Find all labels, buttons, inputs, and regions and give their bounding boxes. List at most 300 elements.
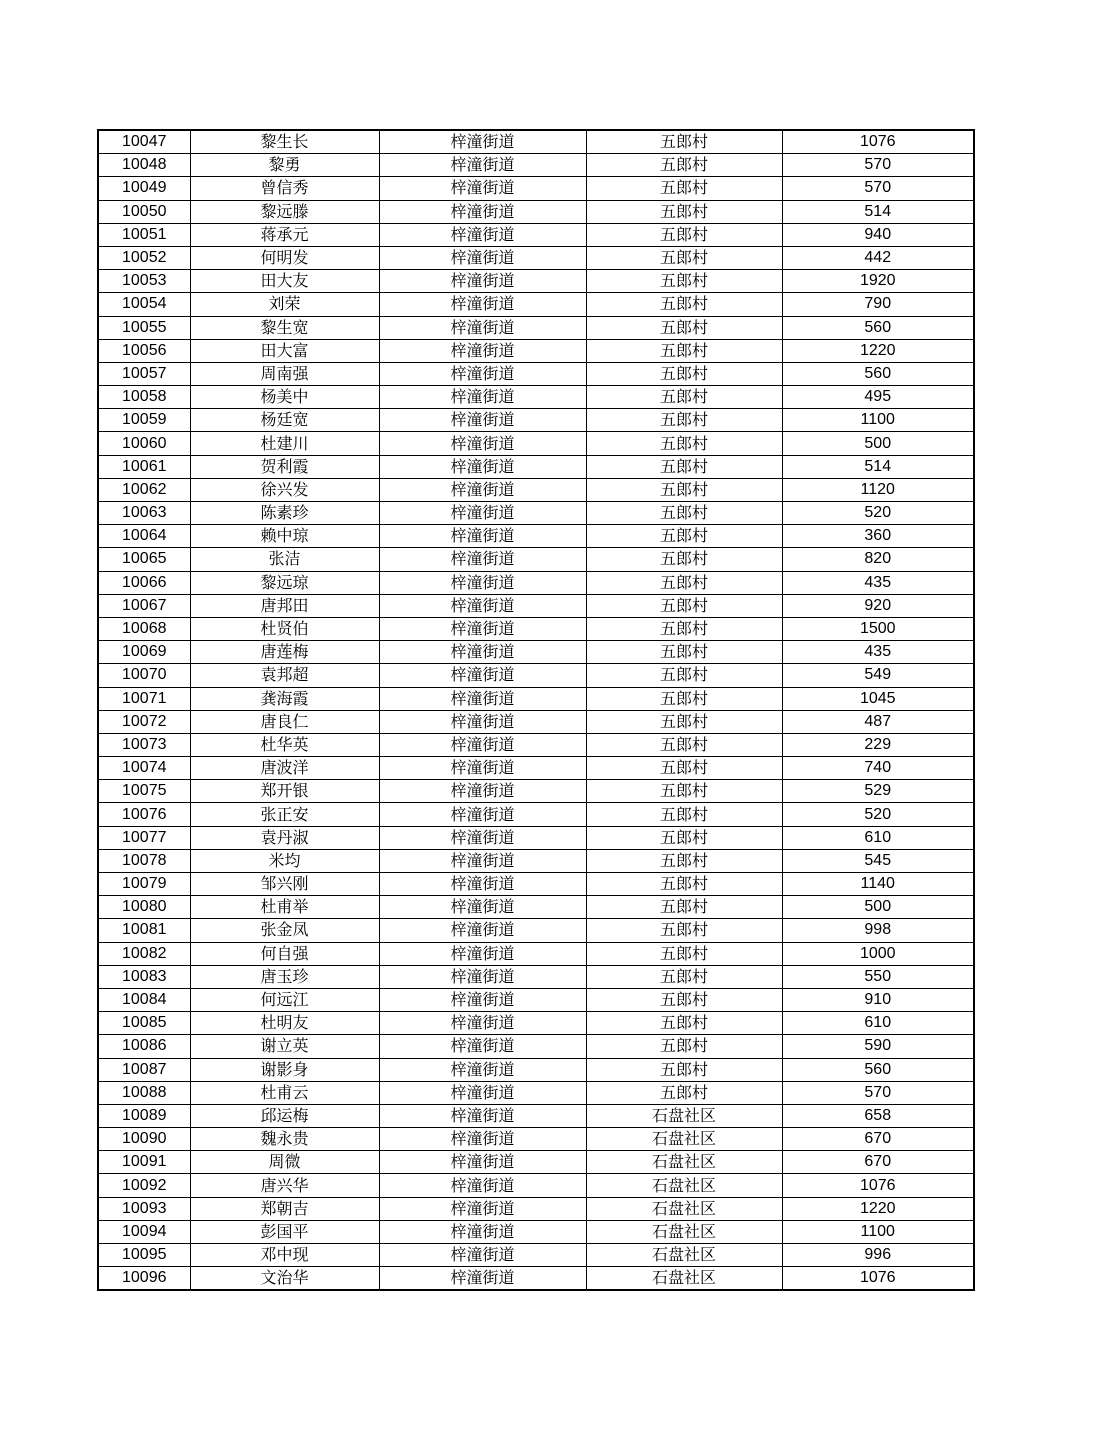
table-row <box>98 409 974 432</box>
village-cell: 五郎村 <box>586 548 782 571</box>
amount-cell: 360 <box>782 525 974 548</box>
table-row <box>98 316 974 339</box>
person-name-cell: 黎生宽 <box>190 316 379 339</box>
amount-cell: 610 <box>782 1012 974 1035</box>
amount-cell: 545 <box>782 849 974 872</box>
street-cell: 梓潼街道 <box>379 502 586 525</box>
street-cell: 梓潼街道 <box>379 1012 586 1035</box>
village-cell: 石盘社区 <box>586 1128 782 1151</box>
amount-cell: 1140 <box>782 873 974 896</box>
village-cell: 石盘社区 <box>586 1197 782 1220</box>
street-cell: 梓潼街道 <box>379 571 586 594</box>
village-cell: 五郎村 <box>586 965 782 988</box>
amount-cell: 229 <box>782 733 974 756</box>
table-row <box>98 1220 974 1243</box>
table-row <box>98 641 974 664</box>
person-name-cell: 袁邦超 <box>190 664 379 687</box>
amount-cell: 1500 <box>782 617 974 640</box>
person-name-cell: 杜华英 <box>190 733 379 756</box>
table-row <box>98 757 974 780</box>
table-row <box>98 1035 974 1058</box>
street-cell: 梓潼街道 <box>379 641 586 664</box>
village-cell: 五郎村 <box>586 873 782 896</box>
amount-cell: 1100 <box>782 1220 974 1243</box>
street-cell: 梓潼街道 <box>379 849 586 872</box>
record-id-cell: 10068 <box>98 617 190 640</box>
village-cell: 五郎村 <box>586 154 782 177</box>
table-row <box>98 502 974 525</box>
table-row <box>98 896 974 919</box>
street-cell: 梓潼街道 <box>379 1244 586 1267</box>
street-cell: 梓潼街道 <box>379 525 586 548</box>
street-cell: 梓潼街道 <box>379 1267 586 1291</box>
table-row <box>98 223 974 246</box>
table-row <box>98 1104 974 1127</box>
village-cell: 五郎村 <box>586 733 782 756</box>
record-id-cell: 10051 <box>98 223 190 246</box>
person-name-cell: 何自强 <box>190 942 379 965</box>
village-cell: 五郎村 <box>586 826 782 849</box>
table-body <box>98 130 974 1290</box>
table-row <box>98 177 974 200</box>
record-id-cell: 10080 <box>98 896 190 919</box>
amount-cell: 570 <box>782 154 974 177</box>
table-row <box>98 594 974 617</box>
street-cell: 梓潼街道 <box>379 1081 586 1104</box>
table-row <box>98 478 974 501</box>
person-name-cell: 蒋承元 <box>190 223 379 246</box>
table-row <box>98 1012 974 1035</box>
record-id-cell: 10085 <box>98 1012 190 1035</box>
table-row <box>98 1058 974 1081</box>
village-cell: 石盘社区 <box>586 1220 782 1243</box>
village-cell: 石盘社区 <box>586 1151 782 1174</box>
person-name-cell: 郑开银 <box>190 780 379 803</box>
village-cell: 五郎村 <box>586 1035 782 1058</box>
amount-cell: 1100 <box>782 409 974 432</box>
street-cell: 梓潼街道 <box>379 1128 586 1151</box>
village-cell: 五郎村 <box>586 270 782 293</box>
person-name-cell: 米均 <box>190 849 379 872</box>
village-cell: 五郎村 <box>586 200 782 223</box>
village-cell: 五郎村 <box>586 130 782 154</box>
record-id-cell: 10084 <box>98 988 190 1011</box>
village-cell: 五郎村 <box>586 316 782 339</box>
village-cell: 五郎村 <box>586 223 782 246</box>
amount-cell: 560 <box>782 362 974 385</box>
record-id-cell: 10079 <box>98 873 190 896</box>
village-cell: 五郎村 <box>586 803 782 826</box>
record-id-cell: 10047 <box>98 130 190 154</box>
street-cell: 梓潼街道 <box>379 965 586 988</box>
village-cell: 五郎村 <box>586 594 782 617</box>
person-name-cell: 何明发 <box>190 246 379 269</box>
street-cell: 梓潼街道 <box>379 710 586 733</box>
table-row <box>98 1128 974 1151</box>
village-cell: 五郎村 <box>586 432 782 455</box>
street-cell: 梓潼街道 <box>379 386 586 409</box>
record-id-cell: 10069 <box>98 641 190 664</box>
table-row <box>98 617 974 640</box>
amount-cell: 1076 <box>782 130 974 154</box>
street-cell: 梓潼街道 <box>379 594 586 617</box>
record-id-cell: 10095 <box>98 1244 190 1267</box>
record-id-cell: 10054 <box>98 293 190 316</box>
street-cell: 梓潼街道 <box>379 988 586 1011</box>
amount-cell: 1920 <box>782 270 974 293</box>
person-name-cell: 黎远滕 <box>190 200 379 223</box>
amount-cell: 529 <box>782 780 974 803</box>
street-cell: 梓潼街道 <box>379 293 586 316</box>
street-cell: 梓潼街道 <box>379 617 586 640</box>
person-name-cell: 邱运梅 <box>190 1104 379 1127</box>
table-row <box>98 1244 974 1267</box>
amount-cell: 670 <box>782 1151 974 1174</box>
amount-cell: 740 <box>782 757 974 780</box>
record-id-cell: 10070 <box>98 664 190 687</box>
person-name-cell: 赖中琼 <box>190 525 379 548</box>
village-cell: 五郎村 <box>586 455 782 478</box>
person-name-cell: 何远江 <box>190 988 379 1011</box>
amount-cell: 514 <box>782 455 974 478</box>
street-cell: 梓潼街道 <box>379 919 586 942</box>
table-row <box>98 154 974 177</box>
record-id-cell: 10049 <box>98 177 190 200</box>
village-cell: 五郎村 <box>586 571 782 594</box>
village-cell: 五郎村 <box>586 478 782 501</box>
table-row <box>98 270 974 293</box>
person-name-cell: 魏永贵 <box>190 1128 379 1151</box>
amount-cell: 570 <box>782 1081 974 1104</box>
person-name-cell: 杜建川 <box>190 432 379 455</box>
table-row <box>98 988 974 1011</box>
table-row <box>98 664 974 687</box>
street-cell: 梓潼街道 <box>379 664 586 687</box>
village-cell: 五郎村 <box>586 849 782 872</box>
amount-cell: 442 <box>782 246 974 269</box>
person-name-cell: 张洁 <box>190 548 379 571</box>
street-cell: 梓潼街道 <box>379 548 586 571</box>
amount-cell: 910 <box>782 988 974 1011</box>
person-name-cell: 谢影身 <box>190 1058 379 1081</box>
person-name-cell: 邓中现 <box>190 1244 379 1267</box>
person-name-cell: 彭国平 <box>190 1220 379 1243</box>
record-id-cell: 10064 <box>98 525 190 548</box>
street-cell: 梓潼街道 <box>379 942 586 965</box>
person-name-cell: 田大富 <box>190 339 379 362</box>
table-row <box>98 339 974 362</box>
record-id-cell: 10091 <box>98 1151 190 1174</box>
record-id-cell: 10060 <box>98 432 190 455</box>
person-name-cell: 黎远琼 <box>190 571 379 594</box>
person-name-cell: 文治华 <box>190 1267 379 1291</box>
record-id-cell: 10058 <box>98 386 190 409</box>
amount-cell: 998 <box>782 919 974 942</box>
street-cell: 梓潼街道 <box>379 478 586 501</box>
table-row <box>98 525 974 548</box>
street-cell: 梓潼街道 <box>379 130 586 154</box>
street-cell: 梓潼街道 <box>379 757 586 780</box>
amount-cell: 560 <box>782 316 974 339</box>
record-id-cell: 10065 <box>98 548 190 571</box>
person-name-cell: 袁丹淑 <box>190 826 379 849</box>
person-name-cell: 田大友 <box>190 270 379 293</box>
street-cell: 梓潼街道 <box>379 455 586 478</box>
village-cell: 五郎村 <box>586 641 782 664</box>
table-row <box>98 548 974 571</box>
amount-cell: 435 <box>782 571 974 594</box>
table-row <box>98 1174 974 1197</box>
table-row <box>98 246 974 269</box>
street-cell: 梓潼街道 <box>379 896 586 919</box>
table-row <box>98 130 974 154</box>
record-id-cell: 10078 <box>98 849 190 872</box>
person-name-cell: 周微 <box>190 1151 379 1174</box>
table-row <box>98 1081 974 1104</box>
village-cell: 五郎村 <box>586 780 782 803</box>
street-cell: 梓潼街道 <box>379 733 586 756</box>
person-name-cell: 唐莲梅 <box>190 641 379 664</box>
street-cell: 梓潼街道 <box>379 200 586 223</box>
record-id-cell: 10048 <box>98 154 190 177</box>
person-name-cell: 周南强 <box>190 362 379 385</box>
table-row <box>98 571 974 594</box>
table-row <box>98 965 974 988</box>
data-table <box>97 129 975 1291</box>
person-name-cell: 张金凤 <box>190 919 379 942</box>
street-cell: 梓潼街道 <box>379 339 586 362</box>
street-cell: 梓潼街道 <box>379 1035 586 1058</box>
village-cell: 五郎村 <box>586 988 782 1011</box>
street-cell: 梓潼街道 <box>379 1220 586 1243</box>
amount-cell: 996 <box>782 1244 974 1267</box>
person-name-cell: 唐邦田 <box>190 594 379 617</box>
person-name-cell: 唐玉珍 <box>190 965 379 988</box>
record-id-cell: 10071 <box>98 687 190 710</box>
village-cell: 五郎村 <box>586 1058 782 1081</box>
record-id-cell: 10066 <box>98 571 190 594</box>
amount-cell: 520 <box>782 502 974 525</box>
amount-cell: 920 <box>782 594 974 617</box>
record-id-cell: 10055 <box>98 316 190 339</box>
street-cell: 梓潼街道 <box>379 409 586 432</box>
person-name-cell: 杜甫举 <box>190 896 379 919</box>
street-cell: 梓潼街道 <box>379 826 586 849</box>
amount-cell: 1076 <box>782 1174 974 1197</box>
record-id-cell: 10059 <box>98 409 190 432</box>
record-id-cell: 10072 <box>98 710 190 733</box>
street-cell: 梓潼街道 <box>379 1197 586 1220</box>
table-row <box>98 386 974 409</box>
person-name-cell: 张正安 <box>190 803 379 826</box>
person-name-cell: 刘荣 <box>190 293 379 316</box>
amount-cell: 514 <box>782 200 974 223</box>
record-id-cell: 10057 <box>98 362 190 385</box>
street-cell: 梓潼街道 <box>379 246 586 269</box>
record-id-cell: 10092 <box>98 1174 190 1197</box>
person-name-cell: 曾信秀 <box>190 177 379 200</box>
record-id-cell: 10067 <box>98 594 190 617</box>
table-row <box>98 710 974 733</box>
record-id-cell: 10052 <box>98 246 190 269</box>
amount-cell: 658 <box>782 1104 974 1127</box>
amount-cell: 495 <box>782 386 974 409</box>
village-cell: 五郎村 <box>586 710 782 733</box>
amount-cell: 487 <box>782 710 974 733</box>
table-row <box>98 780 974 803</box>
street-cell: 梓潼街道 <box>379 803 586 826</box>
street-cell: 梓潼街道 <box>379 1058 586 1081</box>
street-cell: 梓潼街道 <box>379 154 586 177</box>
village-cell: 五郎村 <box>586 757 782 780</box>
record-id-cell: 10061 <box>98 455 190 478</box>
amount-cell: 550 <box>782 965 974 988</box>
village-cell: 五郎村 <box>586 339 782 362</box>
village-cell: 石盘社区 <box>586 1174 782 1197</box>
amount-cell: 670 <box>782 1128 974 1151</box>
record-id-cell: 10096 <box>98 1267 190 1291</box>
street-cell: 梓潼街道 <box>379 432 586 455</box>
record-id-cell: 10076 <box>98 803 190 826</box>
table-row <box>98 849 974 872</box>
record-id-cell: 10087 <box>98 1058 190 1081</box>
amount-cell: 1220 <box>782 339 974 362</box>
street-cell: 梓潼街道 <box>379 362 586 385</box>
person-name-cell: 杨美中 <box>190 386 379 409</box>
village-cell: 五郎村 <box>586 362 782 385</box>
village-cell: 五郎村 <box>586 664 782 687</box>
village-cell: 五郎村 <box>586 1012 782 1035</box>
amount-cell: 1045 <box>782 687 974 710</box>
person-name-cell: 杨廷宽 <box>190 409 379 432</box>
table-row <box>98 942 974 965</box>
village-cell: 五郎村 <box>586 246 782 269</box>
record-id-cell: 10083 <box>98 965 190 988</box>
amount-cell: 500 <box>782 896 974 919</box>
person-name-cell: 唐波洋 <box>190 757 379 780</box>
data-table-container <box>97 129 973 1291</box>
amount-cell: 1000 <box>782 942 974 965</box>
village-cell: 五郎村 <box>586 919 782 942</box>
amount-cell: 570 <box>782 177 974 200</box>
record-id-cell: 10053 <box>98 270 190 293</box>
amount-cell: 560 <box>782 1058 974 1081</box>
amount-cell: 435 <box>782 641 974 664</box>
record-id-cell: 10090 <box>98 1128 190 1151</box>
person-name-cell: 杜甫云 <box>190 1081 379 1104</box>
person-name-cell: 杜明友 <box>190 1012 379 1035</box>
table-row <box>98 200 974 223</box>
record-id-cell: 10073 <box>98 733 190 756</box>
person-name-cell: 贺利霞 <box>190 455 379 478</box>
village-cell: 五郎村 <box>586 177 782 200</box>
table-row <box>98 687 974 710</box>
person-name-cell: 谢立英 <box>190 1035 379 1058</box>
village-cell: 五郎村 <box>586 617 782 640</box>
amount-cell: 500 <box>782 432 974 455</box>
village-cell: 五郎村 <box>586 1081 782 1104</box>
street-cell: 梓潼街道 <box>379 1151 586 1174</box>
village-cell: 五郎村 <box>586 687 782 710</box>
person-name-cell: 杜贤伯 <box>190 617 379 640</box>
record-id-cell: 10086 <box>98 1035 190 1058</box>
person-name-cell: 唐良仁 <box>190 710 379 733</box>
table-row <box>98 1267 974 1291</box>
record-id-cell: 10081 <box>98 919 190 942</box>
street-cell: 梓潼街道 <box>379 223 586 246</box>
table-row <box>98 803 974 826</box>
table-row <box>98 432 974 455</box>
amount-cell: 549 <box>782 664 974 687</box>
person-name-cell: 郑朝吉 <box>190 1197 379 1220</box>
village-cell: 五郎村 <box>586 896 782 919</box>
street-cell: 梓潼街道 <box>379 177 586 200</box>
record-id-cell: 10089 <box>98 1104 190 1127</box>
record-id-cell: 10074 <box>98 757 190 780</box>
person-name-cell: 邹兴刚 <box>190 873 379 896</box>
record-id-cell: 10056 <box>98 339 190 362</box>
table-row <box>98 293 974 316</box>
street-cell: 梓潼街道 <box>379 780 586 803</box>
street-cell: 梓潼街道 <box>379 1104 586 1127</box>
record-id-cell: 10063 <box>98 502 190 525</box>
record-id-cell: 10062 <box>98 478 190 501</box>
table-row <box>98 733 974 756</box>
person-name-cell: 陈素珍 <box>190 502 379 525</box>
amount-cell: 520 <box>782 803 974 826</box>
amount-cell: 820 <box>782 548 974 571</box>
village-cell: 石盘社区 <box>586 1244 782 1267</box>
village-cell: 五郎村 <box>586 293 782 316</box>
village-cell: 五郎村 <box>586 502 782 525</box>
record-id-cell: 10075 <box>98 780 190 803</box>
table-row <box>98 1197 974 1220</box>
amount-cell: 1076 <box>782 1267 974 1291</box>
village-cell: 石盘社区 <box>586 1267 782 1291</box>
village-cell: 五郎村 <box>586 942 782 965</box>
street-cell: 梓潼街道 <box>379 1174 586 1197</box>
person-name-cell: 龚海霞 <box>190 687 379 710</box>
village-cell: 五郎村 <box>586 409 782 432</box>
village-cell: 石盘社区 <box>586 1104 782 1127</box>
street-cell: 梓潼街道 <box>379 873 586 896</box>
amount-cell: 590 <box>782 1035 974 1058</box>
record-id-cell: 10050 <box>98 200 190 223</box>
amount-cell: 610 <box>782 826 974 849</box>
person-name-cell: 唐兴华 <box>190 1174 379 1197</box>
person-name-cell: 徐兴发 <box>190 478 379 501</box>
record-id-cell: 10088 <box>98 1081 190 1104</box>
amount-cell: 790 <box>782 293 974 316</box>
street-cell: 梓潼街道 <box>379 270 586 293</box>
amount-cell: 940 <box>782 223 974 246</box>
person-name-cell: 黎勇 <box>190 154 379 177</box>
person-name-cell: 黎生长 <box>190 130 379 154</box>
table-row <box>98 455 974 478</box>
record-id-cell: 10082 <box>98 942 190 965</box>
table-row <box>98 362 974 385</box>
village-cell: 五郎村 <box>586 525 782 548</box>
table-row <box>98 1151 974 1174</box>
table-row <box>98 826 974 849</box>
street-cell: 梓潼街道 <box>379 687 586 710</box>
street-cell: 梓潼街道 <box>379 316 586 339</box>
amount-cell: 1120 <box>782 478 974 501</box>
table-row <box>98 919 974 942</box>
record-id-cell: 10093 <box>98 1197 190 1220</box>
village-cell: 五郎村 <box>586 386 782 409</box>
table-row <box>98 873 974 896</box>
